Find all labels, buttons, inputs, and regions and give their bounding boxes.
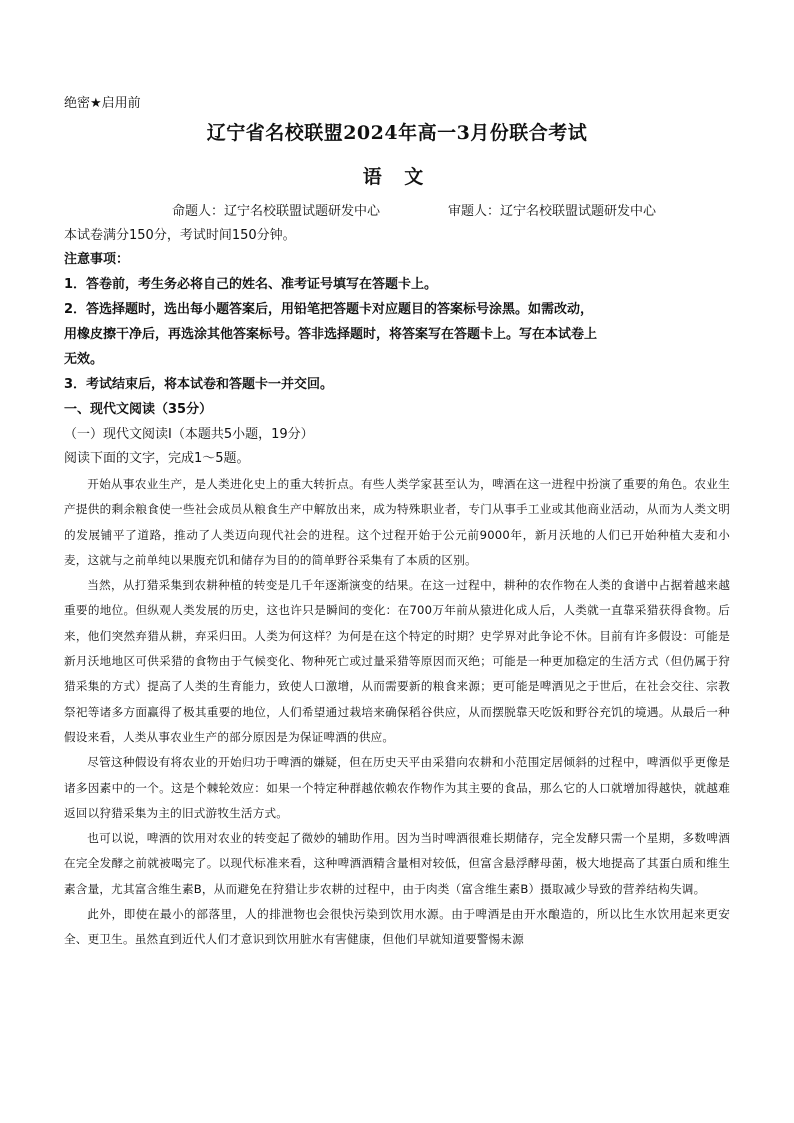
notice-item-2-line-3: 无效。: [64, 352, 104, 367]
reading-passage: [64, 472, 730, 953]
notice-item-1: 1．答卷前，考生务必将自己的姓名、准考证号填写在答题卡上。: [64, 277, 438, 292]
notice-item-2-line-1: 2．答选择题时，选出每小题答案后，用铅笔把答题卡对应题目的答案标号涂黑。如需改动，: [64, 302, 594, 317]
notice-heading: 注意事项：: [64, 252, 130, 267]
question-reviewer: 审题人：辽宁名校联盟试题研发中心: [448, 204, 657, 219]
reading-instruction: 阅读下面的文字，完成1～5题。: [64, 451, 250, 466]
passage-paragraph-5: 此外，即使在最小的部落里，人的排泄物也会很快污染到饮用水源。由于啤酒是由开水酿造的，所以比生水饮用起来更安全、更卫生。虽然直到近代人们才意识到饮用脏水有害健康，但他们早就知道要警惕未源: [64, 907, 730, 947]
exam-title: 辽宁省名校联盟2024年高一3月份联合考试: [206, 122, 588, 144]
score-time-info: 本试卷满分150分，考试时间150分钟。: [64, 228, 296, 243]
passage-paragraph-1: 开始从事农业生产，是人类进化史上的重大转折点。有些人类学家甚至认为，啤酒在这一进程中扮演了重要的角色。农业生产提供的剩余粮食使一些社会成员从粮食生产中解放出来，成为特殊职业者，专门从事手工业或其他商业活动，从而为人类文明的发展铺平了道路，推动了人类迈向现代社会的进程。这个过程开始于公元前9000年，新月沃地的人们已开始种植大麦和小麦，这就与之前单纯以果腹充饥和储存为目的的简单野谷采集有了本质的区别。: [64, 477, 730, 567]
passage-paragraph-3: 尽管这种假设有将农业的开始归功于啤酒的嫌疑，但在历史天平由采猎向农耕和小范围定居倾斜的过程中，啤酒似乎更像是诸多因素中的一个。这是个棘轮效应：如果一个特定种群越依赖农作物作为其主要的食品，那么它的人口就增加得越快，就越难返回以狩猎采集为主的旧式游牧生活方式。: [64, 755, 730, 820]
passage-paragraph-4: 也可以说，啤酒的饮用对农业的转变起了微妙的辅助作用。因为当时啤酒很难长期储存，完全发酵只需一个星期，多数啤酒在完全发酵之前就被喝完了。以现代标准来看，这种啤酒酒精含量相对较低，但富含悬浮酵母菌，极大地提高了其蛋白质和维生素含量，尤其富含维生素B，从而避免在狩猎让步农耕的过程中，由于肉类（富含维生素B）摄取减少导致的营养结构失调。: [64, 831, 730, 896]
confidential-label: 绝密★启用前: [64, 96, 141, 111]
section-heading: 一、现代文阅读（35分）: [64, 402, 213, 417]
question-setter: 命题人：辽宁名校联盟试题研发中心: [172, 204, 381, 219]
notice-item-2-line-2: 用橡皮擦干净后，再选涂其他答案标号。答非选择题时，将答案写在答题卡上。写在本试卷上: [64, 327, 598, 342]
subject-title: 语 文: [362, 166, 432, 188]
passage-paragraph-2: 当然，从打猎采集到农耕种植的转变是几千年逐渐演变的结果。在这一过程中，耕种的农作物在人类的食谱中占据着越来越重要的地位。但纵观人类发展的历史，这也许只是瞬间的变化：在700万年前从猿进化成人后，人类就一直靠采猎获得食物。后来，他们突然弃猎从耕，弃采归田。人类为何这样？为何是在这个特定的时期？史学界对此争论不休。目前有许多假设：可能是新月沃地地区可供采猎的食物由于气候变化、物种死亡或过量采猎等原因而灭绝；可能是一种更加稳定的生活方式（但仍属于狩猎采集的方式）提高了人类的生育能力，致使人口激增，从而需要新的粮食来源；更可能是啤酒见之于世后，在社会交往、宗教祭祀等诸多方面赢得了极其重要的地位，人们希望通过栽培来确保稻谷供应，从而摆脱靠天吃饭和野谷充饥的境遇。从最后一种假设来看，人类从事农业生产的部分原因是为保证啤酒的供应。: [64, 578, 730, 744]
notice-item-3: 3．考试结束后，将本试卷和答题卡一并交回。: [64, 377, 334, 392]
subsection-heading: （一）现代文阅读Ⅰ（本题共5小题，19分）: [64, 427, 314, 442]
